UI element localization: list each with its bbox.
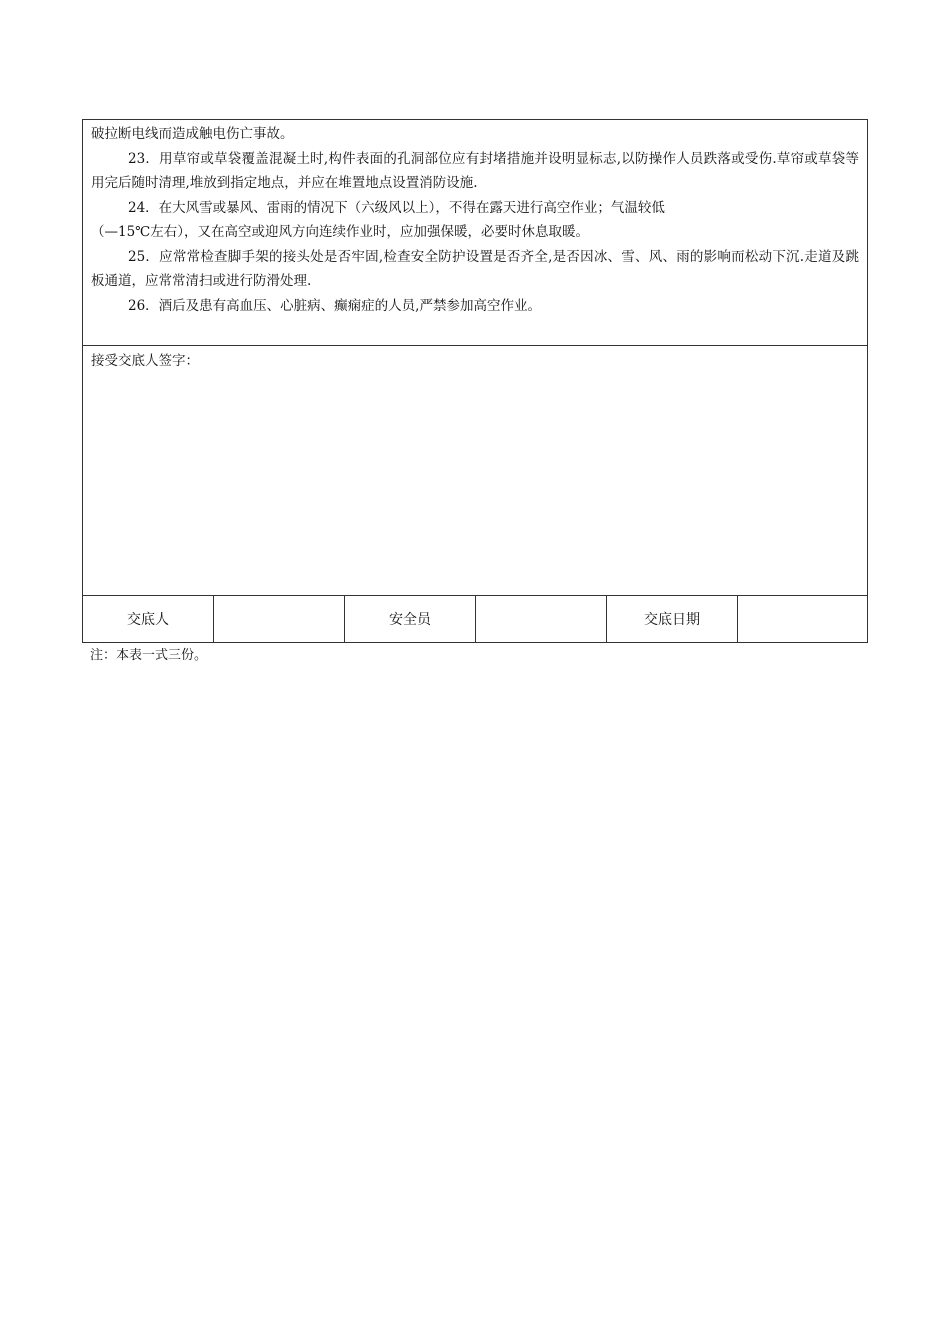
briefing-date-label: 交底日期: [607, 596, 738, 642]
safety-briefing-table: [82, 119, 868, 643]
briefing-paragraph-26: 26．酒后及患有高血压、心脏病、癫痫症的人员,严禁参加高空作业。: [128, 297, 541, 314]
briefing-paragraph-24-cont: （—15℃左右），又在高空或迎风方向连续作业时，应加强保暖，必要时休息取暖。: [91, 224, 590, 240]
briefing-paragraph-23: 23．用草帘或草袋覆盖混凝土时,构件表面的孔洞部位应有封堵措施并设明显标志,以防操作人员跌落或受伤.草帘或草袋等用完后随时清理,堆放到指定地点，并应在堆置地点设置消防设施.: [91, 150, 859, 191]
safety-officer-field[interactable]: [476, 596, 607, 642]
recipient-signature-cell[interactable]: [83, 346, 867, 596]
briefing-paragraph-25: 25．应常常检查脚手架的接头处是否牢固,检查安全防护设置是否齐全,是否因冰、雪、风、雨的影响而松动下沉.走道及跳板通道，应常常清扫或进行防滑处理.: [91, 248, 859, 289]
safety-officer-label: 安全员: [345, 596, 476, 642]
footer-row: [83, 596, 867, 642]
presenter-label: 交底人: [83, 596, 214, 642]
table-note: 注：本表一式三份。: [90, 648, 208, 663]
briefing-paragraph-continuation: 破拉断电线而造成触电伤亡事故。: [91, 126, 294, 142]
recipient-signature-label: 接受交底人签字：: [91, 353, 199, 369]
presenter-field[interactable]: [214, 596, 345, 642]
briefing-content-cell: [83, 120, 867, 346]
briefing-paragraph-24: 24．在大风雪或暴风、雷雨的情况下（六级风以上），不得在露天进行高空作业；气温较低: [128, 199, 665, 216]
briefing-date-field[interactable]: [738, 596, 867, 642]
